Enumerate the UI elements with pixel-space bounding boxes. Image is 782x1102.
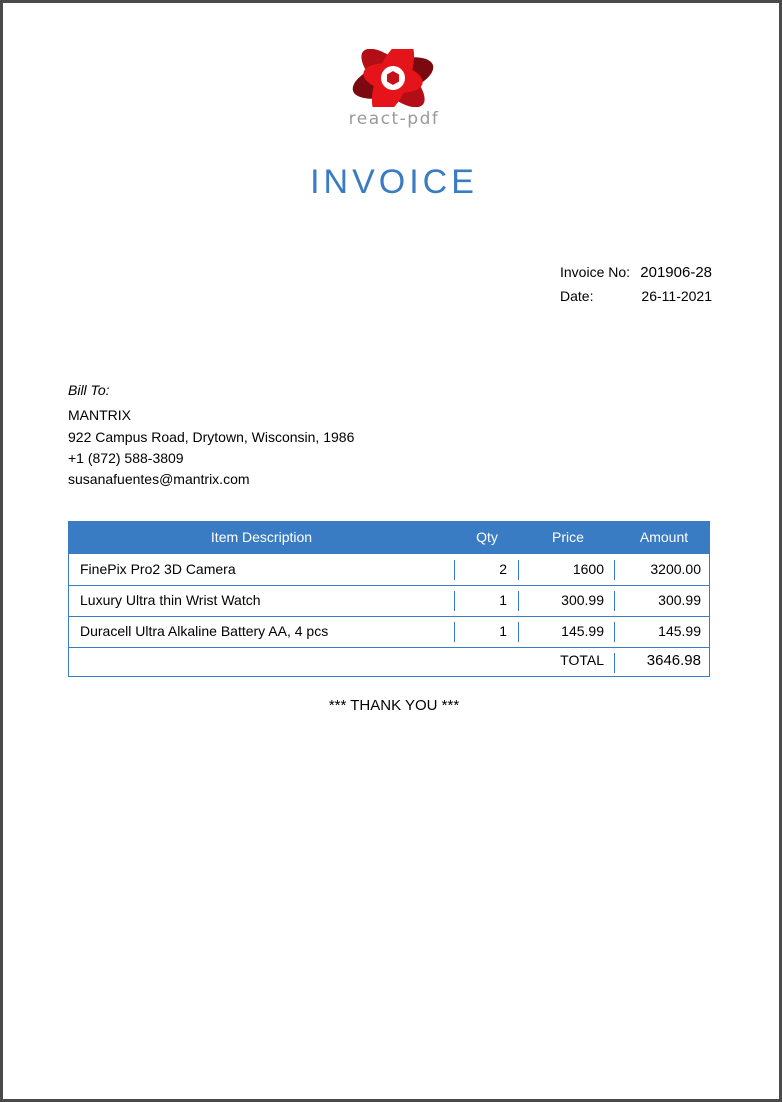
- invoice-date-value: 26-11-2021: [641, 288, 712, 304]
- item-description: Duracell Ultra Alkaline Battery AA, 4 pcs: [80, 623, 329, 639]
- item-amount: 300.99: [658, 592, 701, 608]
- thank-you-message: *** THANK YOU ***: [328, 697, 460, 714]
- item-qty: 1: [499, 623, 507, 639]
- invoice-items-table: [68, 521, 710, 677]
- invoice-page: [3, 3, 779, 1099]
- header-amount: Amount: [639, 529, 689, 545]
- item-description: FinePix Pro2 3D Camera: [80, 561, 236, 577]
- invoice-date-label: Date:: [560, 288, 594, 304]
- column-divider: [614, 560, 615, 580]
- total-row: [69, 647, 709, 676]
- column-divider: [518, 591, 519, 611]
- column-divider: [518, 560, 519, 580]
- item-amount: 145.99: [658, 623, 701, 639]
- invoice-number-value: 201906-28: [640, 264, 712, 281]
- item-price: 145.99: [561, 623, 604, 639]
- table-header: [69, 522, 709, 554]
- bill-to-label: Bill To:: [68, 382, 110, 398]
- react-pdf-logo-icon: [343, 49, 443, 107]
- bill-to-address: 922 Campus Road, Drytown, Wisconsin, 1986: [68, 429, 355, 445]
- column-divider: [614, 653, 615, 673]
- bill-to-phone: +1 (872) 588-3809: [68, 450, 184, 466]
- column-divider: [614, 591, 615, 611]
- item-amount: 3200.00: [650, 561, 701, 577]
- column-divider: [614, 622, 615, 642]
- logo-text: react-pdf: [348, 109, 440, 129]
- item-price: 300.99: [561, 592, 604, 608]
- bill-to-company: MANTRIX: [68, 407, 131, 423]
- table-row: [69, 616, 709, 648]
- item-description: Luxury Ultra thin Wrist Watch: [80, 592, 261, 608]
- item-qty: 2: [499, 561, 507, 577]
- item-price: 1600: [572, 561, 604, 577]
- total-label: TOTAL: [560, 652, 604, 668]
- item-qty: 1: [499, 592, 507, 608]
- bill-to-email: susanafuentes@mantrix.com: [68, 471, 250, 487]
- header-price: Price: [552, 529, 584, 545]
- invoice-title: INVOICE: [310, 163, 478, 201]
- header-item-description: Item Description: [210, 529, 313, 545]
- invoice-number-label: Invoice No:: [560, 264, 631, 280]
- total-amount: 3646.98: [646, 652, 701, 669]
- table-row: [69, 585, 709, 617]
- header-qty: Qty: [476, 529, 498, 545]
- table-row: [69, 554, 709, 586]
- column-divider: [518, 622, 519, 642]
